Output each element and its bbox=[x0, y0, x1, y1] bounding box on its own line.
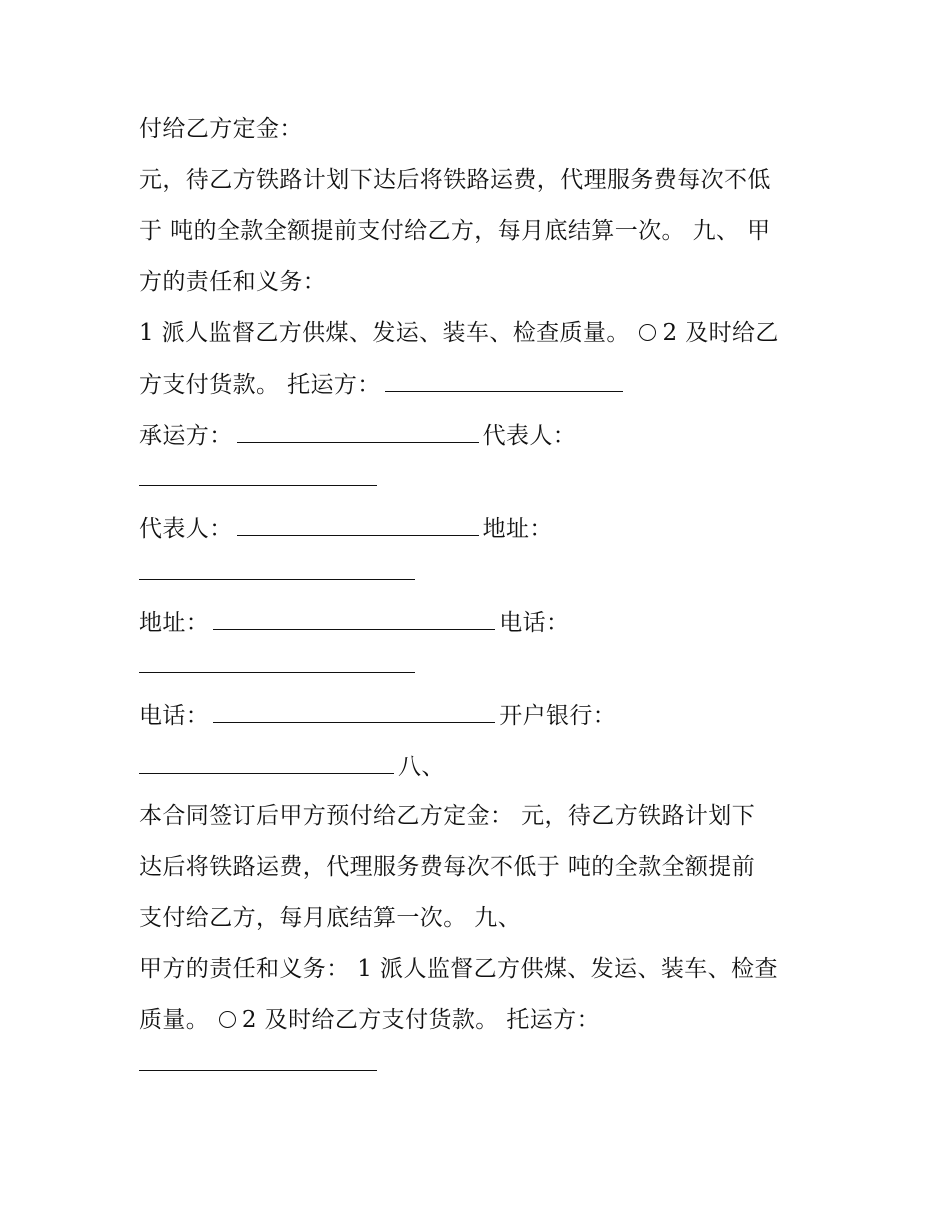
blank-field bbox=[385, 369, 623, 392]
circle-icon bbox=[219, 1011, 236, 1028]
text: 质量。 bbox=[139, 1007, 210, 1033]
text: 甲方的责任和义务： 1 派人监督乙方供煤、发运、装车、检查 bbox=[139, 956, 778, 982]
text-line bbox=[139, 165, 819, 195]
text-line bbox=[139, 557, 819, 588]
text: 代表人： bbox=[482, 423, 577, 449]
text: 于 吨的全款全额提前支付给乙方，每月底结算一次。 九、 甲 bbox=[139, 218, 771, 244]
blank-field bbox=[237, 513, 479, 536]
blank-field bbox=[213, 607, 495, 630]
text: 代表人： bbox=[139, 516, 233, 542]
text: 电话： bbox=[139, 703, 210, 729]
text-line bbox=[139, 1048, 819, 1079]
text: 付给乙方定金： bbox=[139, 116, 303, 142]
text-line bbox=[139, 1005, 819, 1035]
text: 地址： bbox=[482, 516, 553, 542]
text: 地址： bbox=[139, 610, 210, 636]
text: 方支付货款。 托运方： bbox=[139, 372, 381, 398]
blank-field bbox=[139, 557, 415, 580]
text-line bbox=[139, 318, 819, 348]
text: 八、 bbox=[398, 754, 445, 780]
blank-field bbox=[139, 1048, 377, 1071]
text-line bbox=[139, 903, 819, 933]
text-line bbox=[139, 954, 819, 984]
text-line bbox=[139, 267, 819, 297]
text-line bbox=[139, 852, 819, 882]
text: 1 派人监督乙方供煤、发运、装车、检查质量。 bbox=[139, 320, 630, 346]
text: 2 及时给乙方支付货款。 托运方： bbox=[241, 1007, 600, 1033]
text-line bbox=[139, 607, 819, 638]
text-line bbox=[139, 801, 819, 831]
text-line bbox=[139, 650, 819, 681]
text: 电话： bbox=[499, 610, 570, 636]
text-line bbox=[139, 751, 819, 782]
text-line bbox=[139, 216, 819, 246]
text: 2 及时给乙 bbox=[662, 320, 779, 346]
text-line bbox=[139, 513, 819, 544]
text-line bbox=[139, 114, 819, 144]
text-line bbox=[139, 463, 819, 494]
blank-field bbox=[139, 463, 377, 486]
text: 达后将铁路运费，代理服务费每次不低于 吨的全款全额提前 bbox=[139, 854, 756, 880]
text-line bbox=[139, 420, 819, 451]
text: 开户银行： bbox=[499, 703, 617, 729]
blank-field bbox=[139, 751, 394, 774]
text: 方的责任和义务： bbox=[139, 269, 327, 295]
blank-field bbox=[237, 420, 479, 443]
text: 承运方： bbox=[139, 423, 233, 449]
text: 本合同签订后甲方预付给乙方定金： 元，待乙方铁路计划下 bbox=[139, 803, 756, 829]
text: 元，待乙方铁路计划下达后将铁路运费，代理服务费每次不低 bbox=[139, 167, 771, 193]
circle-icon bbox=[639, 324, 656, 341]
blank-field bbox=[139, 650, 415, 673]
blank-field bbox=[213, 700, 495, 723]
text-line bbox=[139, 369, 819, 400]
text: 支付给乙方，每月底结算一次。 九、 bbox=[139, 905, 522, 931]
text-line bbox=[139, 700, 819, 731]
